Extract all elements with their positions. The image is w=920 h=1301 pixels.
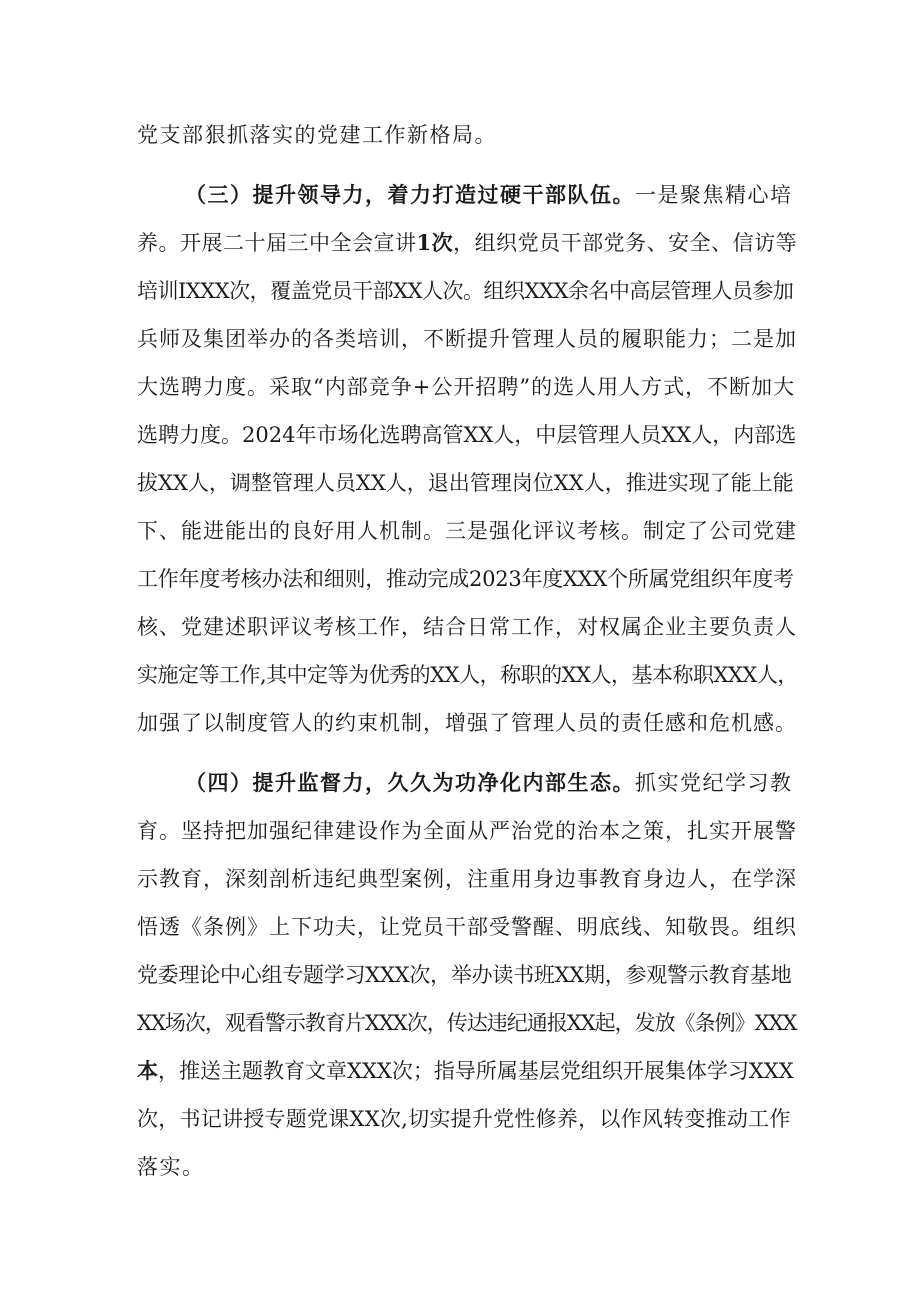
paragraph-line: 实施定等工作,其中定等为优秀的XX人，称职的XX人，基本称职XXX人， [137, 663, 798, 687]
section3-text: 一是聚焦精心培 [635, 183, 793, 207]
paragraph-line: 落实。 [137, 1155, 205, 1179]
section4-first-line [185, 768, 797, 798]
paragraph-line: 次，书记讲授专题党课XX次,切实提升党性修养，以作风转变推动工作 [137, 1107, 791, 1131]
paragraph-line: 下、能进能出的良好用人机制。三是强化评议考核。制定了公司党建 [137, 519, 797, 543]
section4-heading: （四）提升监督力，久久为功净化内部生态。 [185, 770, 635, 795]
paragraph-line: 育。坚持把加强纪律建设作为全面从严治党的治本之策，扎实开展警 [137, 819, 797, 843]
paragraph-text: ，推送主题教育文章XXX次；指导所属基层党组织开展集体学习XXX [158, 1059, 794, 1083]
paragraph-line: 核、党建述职评议考核工作，结合日常工作，对权属企业主要负责人 [137, 615, 797, 639]
paragraph-text: ，组织党员干部党务、安全、信访等 [453, 231, 798, 255]
section3-first-line [185, 180, 797, 210]
paragraph-line: 工作年度考核办法和细则，推动完成2023年度XXX个所属党组织年度考 [137, 567, 794, 591]
section3-heading: （三）提升领导力，着力打造过硬干部队伍。 [185, 182, 635, 207]
bold-text: 本 [137, 1058, 158, 1083]
paragraph-line: 大选聘力度。采取“内部竞争+公开招聘”的选人用人方式，不断加大 [137, 375, 796, 399]
section4-text: 抓实党纪学习教 [635, 771, 793, 795]
paragraph-line: XX场次，观看警示教育片XXX次，传达违纪通报XX起，发放《条例》XXX [137, 1011, 797, 1035]
paragraph-line: 悟透《条例》上下功夫，让党员干部受警醒、明底线、知敬畏。组织 [137, 915, 797, 939]
bold-text: 1次 [416, 230, 454, 255]
paragraph-text: 养。开展二十届三中全会宣讲 [137, 231, 417, 255]
paragraph-line: 培训IXXX次，覆盖党员干部XX人次。组织XXX余名中高层管理人员参加 [137, 279, 794, 303]
paragraph-line: 党委理论中心组专题学习XXX次，举办读书班XX期，参观警示教育基地 [137, 963, 792, 987]
paragraph-line: 示教育，深刻剖析违纪典型案例，注重用身边事教育身边人，在学深 [137, 867, 797, 891]
paragraph-line [137, 228, 797, 258]
paragraph-line: 兵师及集团举办的各类培训，不断提升管理人员的履职能力；二是加 [137, 327, 797, 351]
paragraph-line: 加强了以制度管人的约束机制，增强了管理人员的责任感和危机感。 [137, 711, 797, 735]
paragraph-line: 选聘力度。2024年市场化选聘高管XX人，中层管理人员XX人，内部选 [137, 423, 797, 447]
paragraph-line: 拔XX人，调整管理人员XX人，退出管理岗位XX人，推进实现了能上能 [137, 471, 794, 495]
intro-line: 党支部狠抓落实的党建工作新格局。 [137, 123, 497, 147]
paragraph-line [137, 1056, 797, 1086]
